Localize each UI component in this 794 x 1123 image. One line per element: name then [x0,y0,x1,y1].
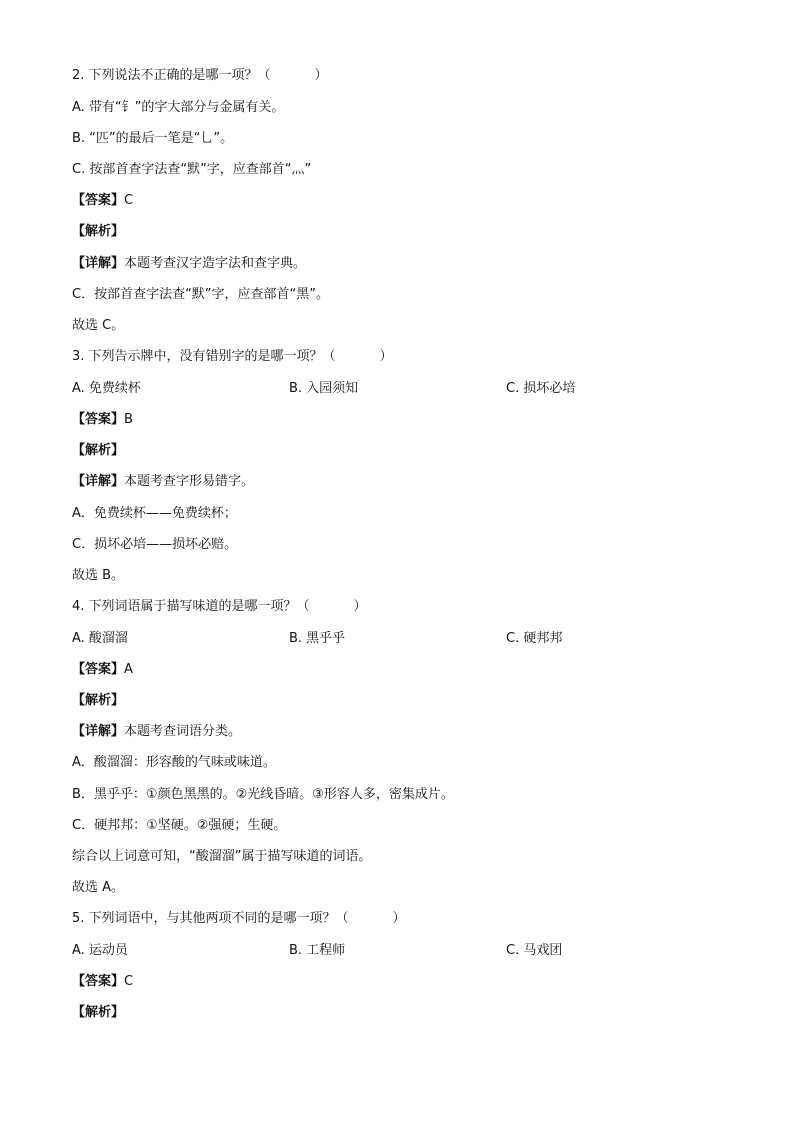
q4-explanation-line: B．黑乎乎：①颜色黑黑的。②光线昏暗。③形容人多，密集成片。 [72,787,454,802]
q3-conclusion: 故选 B。 [72,568,125,583]
answer-tag: 【答案】 [72,974,125,989]
detail-tag: 【详解】 [72,724,125,739]
q2-option-c: C. 按部首查字法查“默”字，应查部首“灬” [72,162,312,177]
q3-detail [72,473,254,491]
answer-value: B [124,412,133,427]
q3-answer [72,411,133,429]
q5-stem-text: 5. 下列词语中，与其他两项不同的是哪一项？（ [72,911,349,926]
q2-option-a: A. 带有“钅”的字大部分与金属有关。 [72,100,285,115]
q2-close-paren: ） [314,68,328,83]
answer-tag: 【答案】 [72,662,125,677]
q5-option-c: C. 马戏团 [506,943,563,958]
q4-stem [72,598,367,616]
q5-option-b: B. 工程师 [289,943,346,958]
q3-analysis-tag: 【解析】 [72,443,125,458]
detail-tag: 【详解】 [72,256,125,271]
q4-option-a: A. 酸溜溜 [72,631,128,646]
q3-option-a: A. 免费续杯 [72,381,141,396]
q4-explanation-line: C．硬邦邦：①坚硬。②强硬；生硬。 [72,818,287,833]
q5-close-paren: ） [392,911,406,926]
q3-stem-text: 3. 下列告示牌中，没有错别字的是哪一项？（ [72,349,336,364]
q5-answer [72,973,133,991]
q4-stem-text: 4. 下列词语属于描写味道的是哪一项？（ [72,599,310,614]
detail-text: 本题考查词语分类。 [124,724,242,739]
answer-tag: 【答案】 [72,412,125,427]
q4-answer [72,661,133,679]
q4-option-b: B. 黑乎乎 [289,631,346,646]
q4-close-paren: ） [353,599,367,614]
q4-conclusion: 故选 A。 [72,880,125,895]
q2-detail [72,255,306,273]
q4-analysis-tag: 【解析】 [72,693,125,708]
q2-option-b: B. “匹”的最后一笔是“乚”。 [72,131,234,146]
q2-analysis-tag: 【解析】 [72,224,125,239]
q2-stem [72,67,328,85]
q2-answer [72,192,133,210]
q3-close-paren: ） [379,349,393,364]
q2-conclusion: 故选 C。 [72,318,125,333]
answer-tag: 【答案】 [72,193,125,208]
detail-text: 本题考查字形易错字。 [124,474,255,489]
detail-tag: 【详解】 [72,474,125,489]
q4-option-c: C. 硬邦邦 [506,631,563,646]
q4-explanation-line: 综合以上词意可知，“酸溜溜”属于描写味道的词语。 [72,849,372,864]
q4-explanation-line: A．酸溜溜：形容酸的气味或味道。 [72,755,276,770]
q4-detail [72,723,241,741]
q3-explanation-line: A．免费续杯——免费续杯； [72,506,237,521]
q5-stem [72,910,406,928]
q3-stem [72,348,393,366]
detail-text: 本题考查汉字造字法和查字典。 [124,256,307,271]
q5-analysis-tag: 【解析】 [72,1005,125,1020]
q3-option-b: B. 入园须知 [289,381,359,396]
q2-stem-text: 2. 下列说法不正确的是哪一项？（ [72,68,271,83]
q3-option-c: C. 损坏必培 [506,381,576,396]
answer-value: C [124,974,134,989]
q5-option-a: A. 运动员 [72,943,128,958]
q3-explanation-line: C．损坏必培——损坏必赔。 [72,537,238,552]
q2-explanation-line: C．按部首查字法查“默”字，应查部首“黑”。 [72,287,330,302]
answer-value: C [124,193,134,208]
answer-value: A [124,662,133,677]
